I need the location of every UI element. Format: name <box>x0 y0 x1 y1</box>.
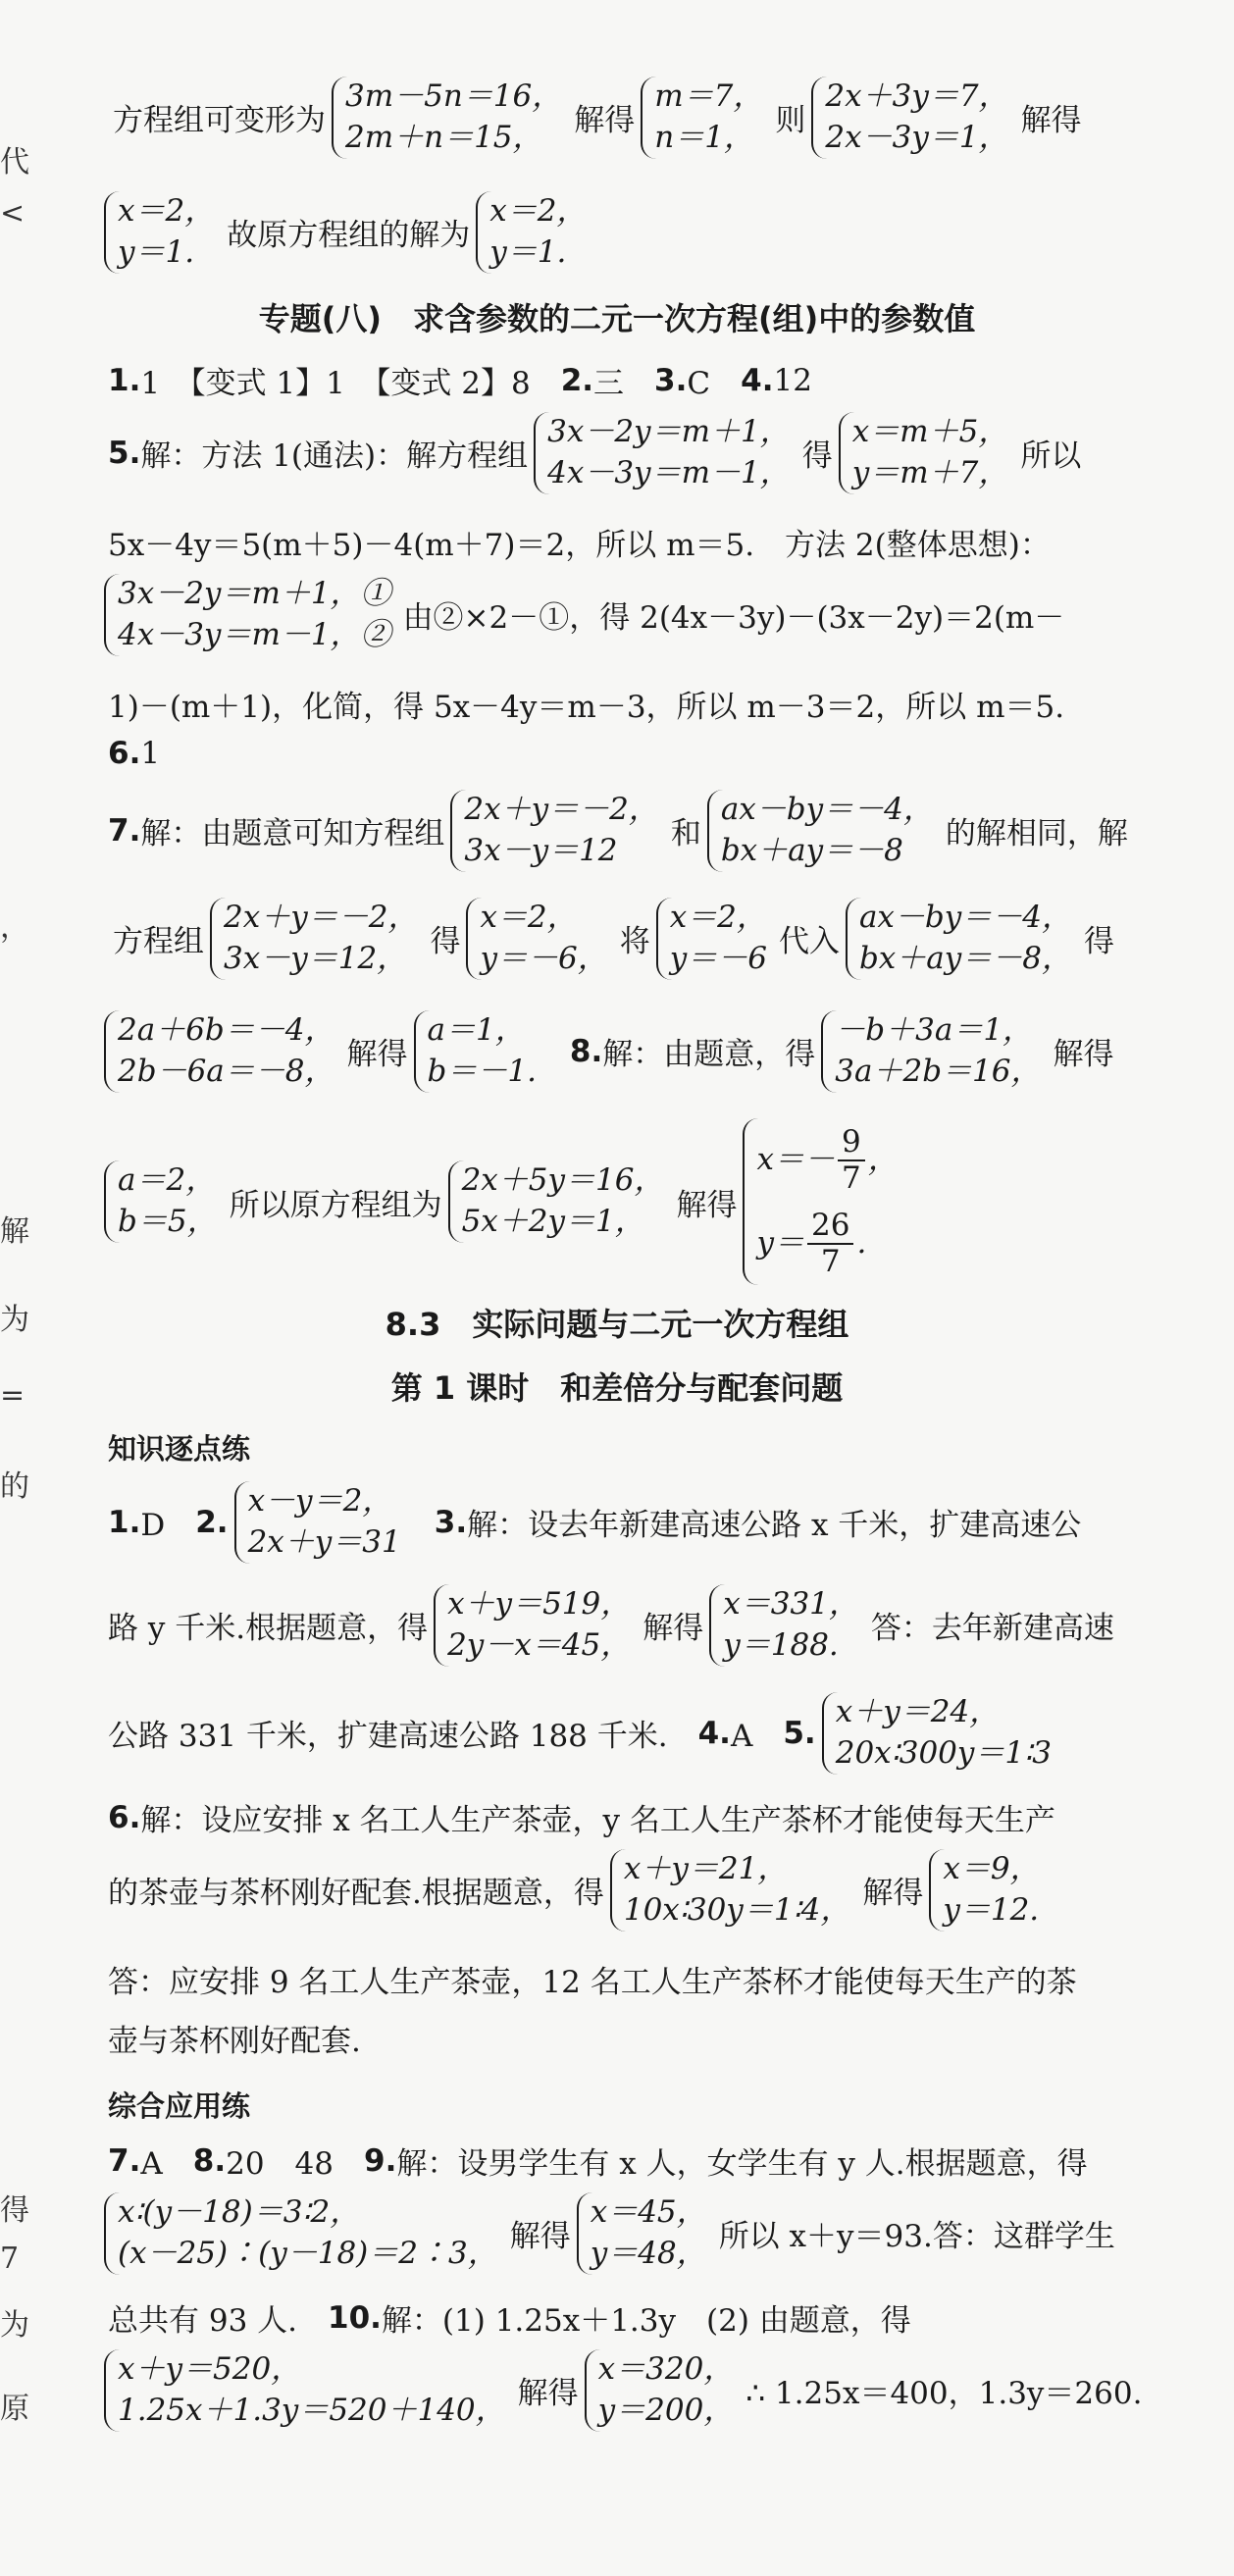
margin-fragment: 代 <box>0 145 29 180</box>
margin-fragment: < <box>0 196 26 231</box>
topic-title: 专题(八) 求含参数的二元一次方程(组)中的参数值 <box>258 300 976 337</box>
equation-system: x＝45， y＝48， <box>577 2192 713 2275</box>
text: 故原方程组的解为 <box>227 218 471 254</box>
solution-line: a＝2， b＝5， 所以原方程组为 2x＋5y＝16， 5x＋2y＝1， 解得 x＝－ $\frac{9}{7}$ ， y＝ $\frac{26}{7}$ . <box>98 1118 910 1285</box>
equation-system: －b＋3a＝1， 3a＋2b＝16， <box>821 1010 1047 1093</box>
equation-system: x＋y＝21， 10x∶30y＝1∶4， <box>610 1849 856 1932</box>
solution-line: 的茶壶与茶杯刚好配套.根据题意，得 x＋y＝21， 10x∶30y＝1∶4， 解得 x＝9， y＝12. <box>108 1849 1053 1932</box>
solution-line: 1)－(m＋1)，化简，得 5x－4y＝m－3，所以 m－3＝2，所以 m＝5. <box>108 690 1065 725</box>
equation-system: 2x＋y＝－2， 3x－y＝12， <box>210 898 424 980</box>
equation-system: 2x＋3y＝7， 2x－3y＝1， <box>811 77 1014 159</box>
equation-system: x＝331， y＝188. <box>709 1584 865 1667</box>
equation-system: x＝2， y＝－6， <box>466 898 613 980</box>
equation-system: 2x＋y＝－2， 3x－y＝12 <box>450 790 664 872</box>
text: 解得 <box>1020 103 1082 139</box>
equation-system: a＝1， b＝－1. <box>414 1010 542 1093</box>
text: 则 <box>775 103 806 139</box>
equation-system: x＝－ $\frac{9}{7}$ ， y＝ $\frac{26}{7}$ . <box>743 1118 903 1285</box>
equation-system: ax－by＝－4， bx＋ay＝－8 <box>707 790 940 872</box>
equation-system: x＝2， y＝－6 <box>656 898 773 980</box>
solution-line <box>113 77 1082 159</box>
margin-fragment: 原 <box>0 2392 29 2426</box>
equation-system: 3x－2y＝m＋1，① 4x－3y＝m－1，② <box>104 574 397 656</box>
equation-system: 2a＋6b＝－4， 2b－6a＝－8， <box>104 1010 341 1093</box>
equation-system: m＝7， n＝1， <box>641 77 769 159</box>
equation-system: x∶(y－18)＝3∶2， (x－25)∶(y－18)＝2∶3， <box>104 2192 504 2275</box>
section-title: 8.3 实际问题与二元一次方程组 <box>385 1306 849 1343</box>
equation-system: 3x－2y＝m＋1， 4x－3y＝m－1， <box>534 412 797 494</box>
margin-fragment: ， <box>0 910 29 945</box>
question-7: 7. 解：由题意可知方程组 2x＋y＝－2， 3x－y＝12 和 ax－by＝－4， bx＋ay＝－8 的解相同，解 <box>108 790 1128 872</box>
answer-line: 6. 1 <box>108 736 161 771</box>
solution-line: x＋y＝520， 1.25x＋1.3y＝520＋140， 解得 x＝320， y＝200， ∴ 1.25x＝400，1.3y＝260. <box>98 2349 1142 2432</box>
solution-line: 3x－2y＝m＋1，① 4x－3y＝m－1，② 由②×2－①，得 2(4x－3y)－(3x－2y)＝2(m－ <box>98 574 1064 656</box>
margin-fragment: 为 <box>0 2308 29 2343</box>
solution-line: 总共有 93 人. 10. 解：(1) 1.25x＋1.3y (2) 由题意，得 <box>108 2299 911 2339</box>
solution-line: 壶与茶杯刚好配套. <box>108 2024 361 2059</box>
margin-fragment: = <box>0 1378 26 1413</box>
question-6: 6. 解：设应安排 x 名工人生产茶壶，y 名工人生产茶杯才能使每天生产 <box>108 1799 1055 1838</box>
equation-system: x－y＝2， 2x＋y＝31 <box>234 1481 407 1564</box>
equation-system: x＋y＝519， 2y－x＝45， <box>434 1584 637 1667</box>
practice-heading: 知识逐点练 <box>108 1432 251 1466</box>
equation-system: a＝2， b＝5， <box>104 1160 224 1243</box>
margin-fragment: 为 <box>0 1303 29 1337</box>
solution-line: 方程组 2x＋y＝－2， 3x－y＝12， 得 x＝2， y＝－6， 将 x＝2， y＝－6 代入 ax－by＝－4， bx＋ay＝－8， 得 <box>113 898 1114 980</box>
equation-system: x＋y＝520， 1.25x＋1.3y＝520＋140， <box>104 2349 512 2432</box>
margin-fragment: 解 <box>0 1214 29 1249</box>
answer-line: 7. A 8. 20 48 9. 解：设男学生有 x 人，女学生有 y 人.根据题意，得 <box>108 2142 1088 2182</box>
solution-line <box>98 191 598 274</box>
solution-line: 答：应安排 9 名工人生产茶壶，12 名工人生产茶杯才能使每天生产的茶 <box>108 1965 1077 2000</box>
equation-system: x＝2， y＝1. <box>476 191 592 274</box>
solution-line: x∶(y－18)＝3∶2， (x－25)∶(y－18)＝2∶3， 解得 x＝45， y＝48， 所以 x＋y＝93.答：这群学生 <box>98 2192 1115 2275</box>
equation-system: x＝320， y＝200， <box>585 2349 741 2432</box>
solution-line: 公路 331 千米，扩建高速公路 188 千米. 4. A 5. x＋y＝24， 20x∶300y＝1∶3 <box>108 1692 1063 1775</box>
equation-system: ax－by＝－4， bx＋ay＝－8， <box>846 898 1078 980</box>
equation-system: x＝9， y＝12. <box>929 1849 1046 1932</box>
margin-fragment: 得 <box>0 2193 29 2228</box>
solution-line: 5x－4y＝5(m＋5)－4(m＋7)＝2，所以 m＝5. 方法 2(整体思想)： <box>108 528 1051 563</box>
solution-line: 路 y 千米.根据题意，得 x＋y＝519， 2y－x＝45， 解得 x＝331， y＝188. 答：去年新建高速 <box>108 1584 1114 1667</box>
text: 方程组可变形为 <box>113 103 326 139</box>
question-8: 8. <box>569 1033 603 1069</box>
answer-line: 1. D 2. x－y＝2， 2x＋y＝31 3. 解：设去年新建高速公路 x 千米，扩建高速公 <box>108 1481 1081 1564</box>
margin-fragment: 的 <box>0 1469 29 1504</box>
margin-fragment: 7 <box>0 2241 20 2276</box>
equation-system: 2x＋5y＝16， 5x＋2y＝1， <box>448 1160 671 1243</box>
question-5: 5. 解：方法 1(通法)：解方程组 3x－2y＝m＋1， 4x－3y＝m－1， 得 x＝m＋5， y＝m＋7， 所以 <box>108 412 1081 494</box>
practice-heading: 综合应用练 <box>108 2089 251 2123</box>
lesson-title: 第 1 课时 和差倍分与配套问题 <box>390 1369 844 1407</box>
text: 解得 <box>574 103 636 139</box>
equation-system: 3m－5n＝16， 2m＋n＝15， <box>332 77 568 159</box>
answer-line: 1. 1 【变式 1】1 【变式 2】8 2. 三 3. C 4. 12 <box>108 362 812 401</box>
equation-system: x＋y＝24， 20x∶300y＝1∶3 <box>822 1692 1057 1775</box>
equation-system: x＝m＋5， y＝m＋7， <box>839 412 1015 494</box>
equation-system: x＝2， y＝1. <box>104 191 221 274</box>
solution-line: 2a＋6b＝－4， 2b－6a＝－8， 解得 a＝1， b＝－1. 8. 解：由题意，得 －b＋3a＝1， 3a＋2b＝16， 解得 <box>98 1010 1114 1093</box>
